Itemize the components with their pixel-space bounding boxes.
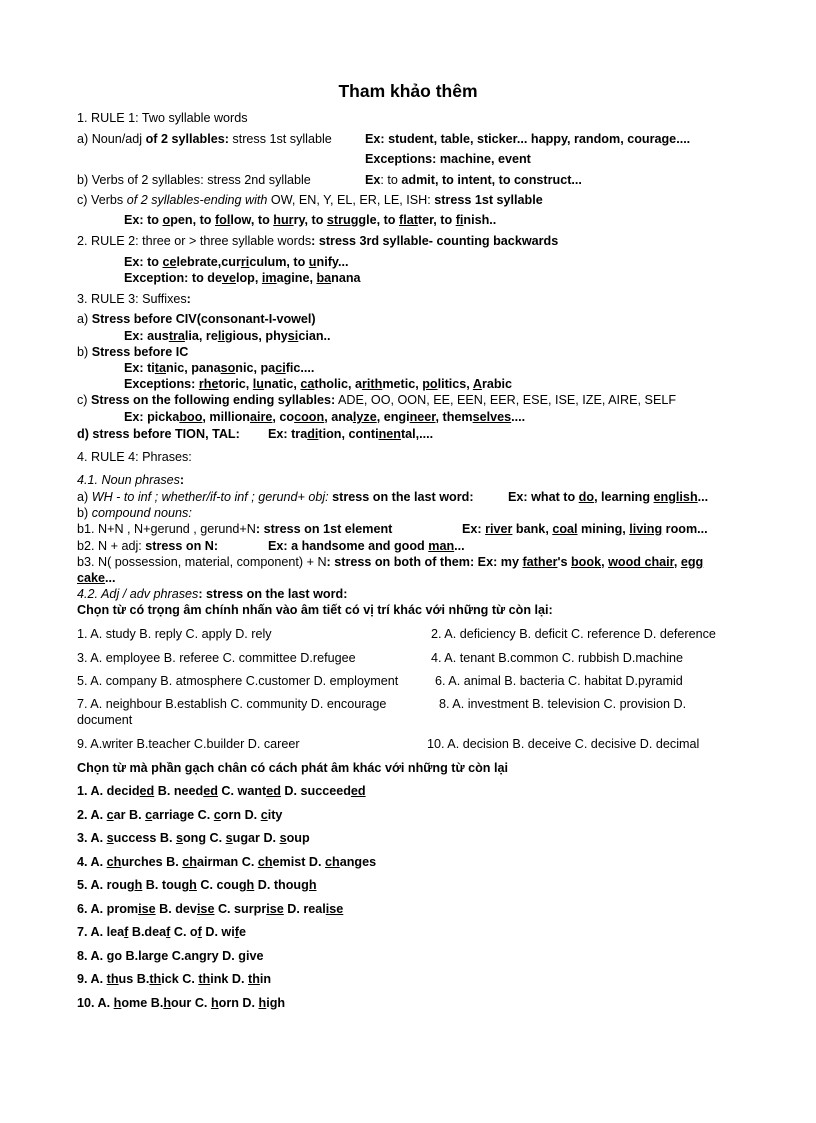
underlined-segment: f — [124, 925, 129, 939]
ex2-item — [77, 949, 263, 964]
ex1-q5: 5. A. company B. atmosphere C.customer D. employment — [77, 674, 399, 688]
underlined-segment: h — [113, 995, 122, 1010]
ex1-q6: 6. A. animal B. bacteria C. habitat D.pyramid — [435, 674, 683, 688]
ex1-q8-cont: document — [77, 713, 133, 727]
underlined-segment: s — [279, 831, 287, 845]
underlined-segment: h — [258, 995, 267, 1010]
page-title: Tham khảo thêm — [338, 81, 478, 101]
ex1-q3: 3. A. employee B. referee C. committee D.refugee — [77, 651, 356, 665]
rule3-b-example: Ex: titanic, panasonic, pacific.... — [124, 361, 315, 375]
ex2-item — [77, 972, 271, 987]
underlined-segment: s — [106, 831, 114, 845]
rule1-b-example: Ex: to admit, to intent, to construct... — [365, 173, 582, 187]
text-segment: D. thou — [254, 878, 302, 892]
underlined-segment: ed — [266, 784, 281, 798]
underlined-segment: th — [248, 972, 260, 986]
rule3-b-exceptions: Exceptions: rhetoric, lunatic, catholic, arithmetic, politics, Arabic — [124, 377, 513, 391]
text-segment: 1. A. decid — [77, 784, 140, 798]
text-segment: B. need — [154, 784, 204, 798]
rule4-b2: b2. N + adj: stress on N: — [77, 539, 219, 553]
underlined-segment: gh — [301, 878, 317, 892]
underlined-segment: ise — [138, 901, 156, 916]
underlined-segment: gh — [181, 878, 197, 892]
text-segment: emist D. — [272, 854, 326, 869]
text-segment: 2. A. — [77, 807, 107, 822]
ex2-item — [77, 996, 285, 1011]
rule1-c-example: Ex: to open, to follow, to hurry, to struggle, to flatter, to finish.. — [124, 213, 497, 227]
rule1-a-exceptions: Exceptions: machine, event — [365, 152, 531, 166]
rule4-b1-example: Ex: river bank, coal mining, living room... — [462, 522, 708, 536]
underlined-segment: g — [238, 948, 246, 963]
underlined-segment: ch — [325, 854, 340, 869]
text-segment: o B.lar — [114, 948, 154, 963]
text-segment: 3. A. — [77, 831, 107, 845]
rule4-b3-cont: cake... — [77, 571, 116, 585]
text-segment: ry D. — [206, 948, 239, 963]
text-segment: urches B. — [121, 854, 183, 869]
text-segment: ick C. — [161, 972, 199, 986]
text-segment: orn D. — [220, 807, 261, 822]
underlined-segment: gh — [238, 878, 255, 892]
text-segment: D. succeed — [280, 784, 351, 798]
underlined-segment: ise — [325, 901, 344, 916]
text-segment: D. wi — [201, 925, 235, 939]
text-segment: 6. A. prom — [77, 901, 139, 916]
text-segment: e C.an — [161, 948, 200, 963]
exercise1-heading: Chọn từ có trọng âm chính nhấn vào âm tiết có vị trí khác với những từ còn lại: — [77, 603, 553, 617]
rule4-1-a-example: Ex: what to do, learning english... — [508, 490, 709, 504]
underlined-segment: th — [149, 972, 162, 986]
text-segment: e — [238, 925, 246, 939]
ex1-q9: 9. A.writer B.teacher C.builder D. career — [77, 737, 300, 751]
rule1-a-example: Ex: student, table, sticker... happy, random, courage.... — [365, 132, 691, 146]
underlined-segment: f — [197, 925, 202, 939]
text-segment: ar B. — [113, 807, 146, 822]
rule3-heading: 3. RULE 3: Suffixes: — [77, 292, 191, 306]
rule2-exception: Exception: to develop, imagine, banana — [124, 271, 361, 285]
ex2-item — [77, 784, 366, 799]
text-segment: uccess B. — [113, 831, 176, 845]
ex2-item — [77, 925, 246, 940]
ex2-item — [77, 878, 317, 893]
rule4-b2-example: Ex: a handsome and good man... — [268, 539, 465, 553]
underlined-segment: c — [145, 807, 153, 822]
ex1-q1: 1. A. study B. reply C. apply D. rely — [77, 627, 272, 641]
rule4-heading: 4. RULE 4: Phrases: — [77, 450, 192, 464]
underlined-segment: ed — [350, 784, 366, 798]
text-segment: our C. — [171, 995, 211, 1010]
text-segment: 4. A. — [77, 854, 107, 869]
underlined-segment: ed — [139, 784, 155, 798]
ex2-item — [77, 902, 343, 917]
underlined-segment: th — [106, 972, 119, 986]
rule4-1-b: b) compound nouns: — [77, 506, 192, 520]
ex2-item — [77, 855, 376, 870]
text-segment: B.dea — [128, 925, 167, 939]
text-segment: B. tou — [142, 878, 182, 892]
rule1-c: c) Verbs of 2 syllables-ending with OW, EN, Y, EL, ER, LE, ISH: stress 1st syllable — [77, 193, 543, 207]
text-segment: ugar D. — [232, 831, 280, 845]
underlined-segment: c — [213, 807, 221, 822]
ex1-q10: 10. A. decision B. deceive C. decisive D. decimal — [427, 737, 700, 751]
underlined-segment: c — [106, 807, 114, 822]
underlined-segment: ch — [257, 854, 273, 869]
text-segment: oup — [286, 831, 310, 845]
exercise2-heading: Chọn từ mà phần gạch chân có cách phát âm khác với những từ còn lại — [77, 761, 508, 775]
underlined-segment: ise — [266, 901, 284, 916]
text-segment: ink D. — [210, 972, 249, 986]
underlined-segment: gh — [126, 878, 143, 892]
rule4-1-heading: 4.1. Noun phrases: — [77, 473, 185, 487]
text-segment: C. surpr — [214, 901, 267, 916]
text-segment: ive — [245, 948, 264, 963]
text-segment: 9. A. — [77, 972, 107, 986]
rule4-b1: b1. N+N , N+gerund , gerund+N: stress on 1st element — [77, 522, 393, 536]
text-segment: arriage C. — [152, 807, 214, 822]
text-segment: C. o — [170, 925, 198, 939]
underlined-segment: ch — [106, 854, 122, 869]
ex2-item — [77, 831, 310, 846]
ex1-q8: 8. A. investment B. television C. provision D. — [439, 697, 687, 711]
text-segment: D. real — [283, 901, 326, 916]
rule3-c-example: Ex: pickaboo, millionaire, cocoon, analyze, engineer, themselves.... — [124, 410, 526, 424]
rule3-a: a) Stress before CIV(consonant-I-vowel) — [77, 312, 316, 326]
text-segment: anges — [339, 854, 377, 869]
underlined-segment: c — [260, 807, 268, 822]
text-segment: 5. A. rou — [77, 878, 127, 892]
rule3-d: d) stress before TION, TAL: — [77, 427, 240, 441]
underlined-segment: g — [199, 948, 207, 963]
underlined-segment: th — [198, 972, 211, 986]
text-segment: igh — [266, 995, 286, 1010]
text-segment: 7. A. lea — [77, 925, 125, 939]
rule3-c: c) Stress on the following ending syllables: ADE, OO, OON, EE, EEN, EER, ESE, ISE, IZE, AIRE, SELF — [77, 393, 677, 407]
underlined-segment: g — [106, 948, 115, 963]
underlined-segment: s — [175, 831, 183, 845]
text-segment: B. dev — [155, 901, 197, 916]
rule1-heading: 1. RULE 1: Two syllable words — [77, 111, 248, 125]
text-segment: ome B. — [121, 995, 164, 1010]
underlined-segment: ise — [196, 901, 215, 916]
rule3-a-example: Ex: australia, religious, physician.. — [124, 329, 331, 343]
ex1-q7: 7. A. neighbour B.establish C. community D. encourage — [77, 697, 387, 711]
ex2-item — [77, 808, 282, 823]
ex1-q2: 2. A. deficiency B. deficit C. reference D. deference — [431, 627, 716, 641]
rule2-heading: 2. RULE 2: three or > three syllable words: stress 3rd syllable- counting backwards — [77, 234, 559, 248]
underlined-segment: f — [234, 925, 239, 939]
text-segment: airman C. — [196, 854, 258, 869]
rule2-example: Ex: to celebrate,curriculum, to unify... — [124, 255, 349, 269]
text-segment: orn D. — [218, 995, 259, 1010]
text-segment: C. cou — [196, 878, 239, 892]
underlined-segment: s — [225, 831, 233, 845]
underlined-segment: ch — [182, 854, 197, 869]
text-segment: C. want — [217, 784, 267, 798]
text-segment: ong C. — [182, 831, 226, 845]
text-segment: 8. A. — [77, 948, 107, 963]
text-segment: us B. — [118, 972, 150, 986]
underlined-segment: h — [210, 995, 219, 1010]
ex1-q4: 4. A. tenant B.common C. rubbish D.machine — [431, 651, 683, 665]
text-segment: in — [259, 972, 272, 986]
rule4-b3: b3. N( possession, material, component) + N: stress on both of them: Ex: my father's book, wood chair, egg — [77, 555, 704, 569]
rule1-b: b) Verbs of 2 syllables: stress 2nd syllable — [77, 173, 311, 187]
text-segment: ity — [267, 807, 283, 822]
underlined-segment: f — [166, 925, 171, 939]
rule3-d-example: Ex: tradition, continental,.... — [268, 427, 434, 441]
underlined-segment: h — [163, 995, 172, 1010]
rule3-b: b) Stress before IC — [77, 345, 189, 359]
rule4-1-a: a) WH - to inf ; whether/if-to inf ; gerund+ obj: stress on the last word: — [77, 490, 474, 504]
underlined-segment: g — [153, 948, 162, 963]
text-segment: 10. A. — [77, 995, 114, 1010]
rule4-2-heading: 4.2. Adj / adv phrases: stress on the last word: — [77, 587, 348, 601]
rule1-a: a) Noun/adj of 2 syllables: stress 1st syllable — [77, 132, 332, 146]
underlined-segment: ed — [203, 784, 218, 798]
